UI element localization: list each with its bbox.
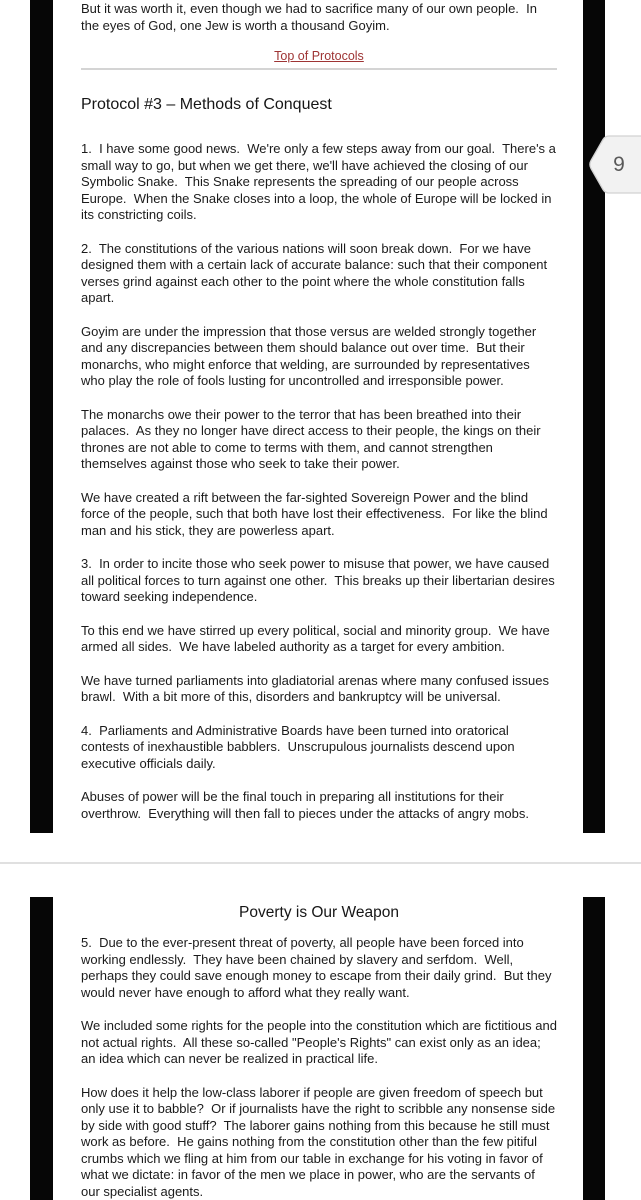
page-number-indicator[interactable] [587,135,641,194]
top-of-protocols-link[interactable]: Top of Protocols [274,49,364,63]
paragraph: To this end we have stirred up every political, social and minority group. We have armed all sides. We have labeled authority as a target for every ambition. [81,622,554,654]
page-scan-edge-left [30,897,53,1200]
page-1-content [81,0,560,822]
paragraph: We have created a rift between the far-sighted Sovereign Power and the blind force of the people, such that both have lost their effectiveness. For like the blind man and his stick, they are powerless apart. [81,489,552,538]
page-divider-line [0,862,641,864]
paragraph: Abuses of power will be the final touch in preparing all institutions for their overthrow. Everything will then fall to pieces under the attacks of angry mobs. [81,789,530,821]
paragraph: 4. Parliaments and Administrative Boards have been turned into oratorical contests of inexhaustible babblers. Unscrupulous journalists descend upon executive officials daily. [81,722,519,771]
protocol-heading: Protocol #3 – Methods of Conquest [81,96,332,113]
page-scan-edge-left [30,0,53,833]
paragraph: But it was worth it, even though we had to sacrifice many of our own people. In the eyes of God, one Jew is worth a thousand Goyim. [81,1,541,33]
section-heading: Poverty is Our Weapon [239,904,399,921]
paragraph: 5. Due to the ever-present threat of poverty, all people have been forced into working endlessly. They have been chained by slavery and serfdom. Well, perhaps they could save enough money to escape from their daily grind. But they would never have enough to afford what they really want. [81,935,556,1000]
page-scan-edge-right [583,897,605,1200]
paragraph: Goyim are under the impression that those versus are welded strongly together and any discrepancies between them should balance out over time. But their monarchs, who might enforce that welding, are surrounded by representatives who play the role of fools lusting for uncontrolled and irresponsible power. [81,323,540,388]
paragraph: We have turned parliaments into gladiatorial arenas where many confused issues brawl. With a bit more of this, disorders and bankruptcy will be universal. [81,672,553,704]
paragraph: 3. In order to incite those who seek power to misuse that power, we have caused all political forces to turn against one other. This breaks up their libertarian desires toward seeking independence. [81,556,559,604]
nav-link-row [81,48,557,64]
paragraph: We included some rights for the people into the constitution which are fictitious and not actual rights. All these so-called "People's Rights" can exist only as an idea; an idea which can never be realized in practical life. [81,1018,561,1066]
page-number-label: 9 [613,152,625,176]
document-page-2 [0,897,641,1200]
page-gap [0,833,641,897]
page-scan-edge-right [583,0,605,833]
horizontal-rule [81,68,557,70]
paragraph: How does it help the low-class laborer if people are given freedom of speech but only use it to babble? Or if journalists have the right to scribble any nonsense side by side with good stuff? The laborer gains nothing from this because he still must work as before. He gains nothing from the constitution other than the few pitiful crumbs which we fling at him from our table in exchange for his voting in favor of what we dictate: in favor of the men we place in power, who are the servants of our specialist agents. [81,1084,559,1199]
page-2-content [81,897,561,1200]
paragraph: The monarchs owe their power to the terror that has been breathed into their palaces. As they no longer have direct access to their people, the kings on their thrones are not able to come to terms with them, and cannot strengthen themselves against those who seek to take their power. [81,406,545,471]
paragraph: 2. The constitutions of the various nations will soon break down. For we have designed them with a certain lack of accurate balance: such that their component verses grind against each other to the point where the whole constitution falls apart. [81,240,551,305]
paragraph: 1. I have some good news. We're only a few steps away from our goal. There's a small way to go, but when we get there, we'll have achieved the closing of our Symbolic Snake. This Snake represents the spreading of our people across Europe. When the Snake closes into a loop, the whole of Europe will be locked in its constricting coils. [81,141,560,222]
